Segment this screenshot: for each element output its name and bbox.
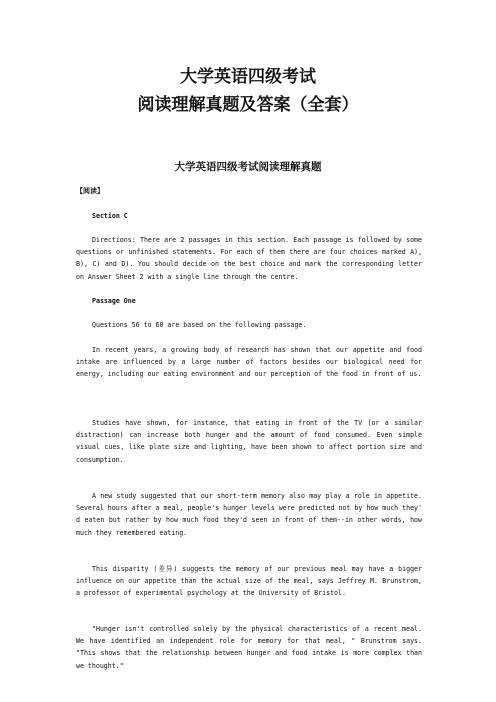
paragraph-1: In recent years, a growing body of research has shown that our appetite and food intake are influenced by a large number of factors besides our biological need for energy, including our eating environment and our perception of the food in front of us. <box>76 346 422 379</box>
document-title: 大学英语四级考试 <box>180 67 316 87</box>
section-subtitle: 大学英语四级考试阅读理解真题 <box>174 161 322 173</box>
section-heading: Section C <box>92 212 128 220</box>
reading-tag: 【阅读】 <box>76 187 104 195</box>
questions-note: Questions 56 to 60 are based on the following passage. <box>92 321 307 329</box>
paragraph-5: "Hunger isn't controlled solely by the physical characteristics of a recent meal. We have identified an independent role for memory for that meal, " Brunstrom says. "This shows that the relationship between hunger and food intake is more complex than we thought." <box>76 625 422 670</box>
paragraph-4: This disparity (差异) suggests the memory of our previous meal may have a bigger influence on our appetite than the actual size of the meal, says Jeffrey M. Brunstrom, a professor of experimental psychology at the University of Bristol. <box>76 565 422 598</box>
paragraph-3: A new study suggested that our short-term memory also may play a role in appetite. Several hours after a meal, people's hunger levels were predicted not by how much they' d eaten but rather by how much food they'd seen in front of them--in other words, how much they remembered eating. <box>76 492 422 537</box>
passage-heading: Passage One <box>92 297 136 305</box>
directions-paragraph: Directions: There are 2 passages in this section. Each passage is followed by some questions or unfinished statements. For each of them there are four choices marked A), B), C) and D). You should decide on the best choice and mark the corresponding letter on Answer Sheet 2 with a single line through the centre. <box>76 236 422 281</box>
paragraph-2: Studies have shown, for instance, that eating in front of the TV (or a similar distraction) can increase both hunger and the amount of food consumed. Even simple visual cues, like plate size and lighting, have been shown to affect portion size and consumption. <box>76 419 422 464</box>
document-title-line2: 阅读理解真题及答案（全套） <box>137 95 359 115</box>
